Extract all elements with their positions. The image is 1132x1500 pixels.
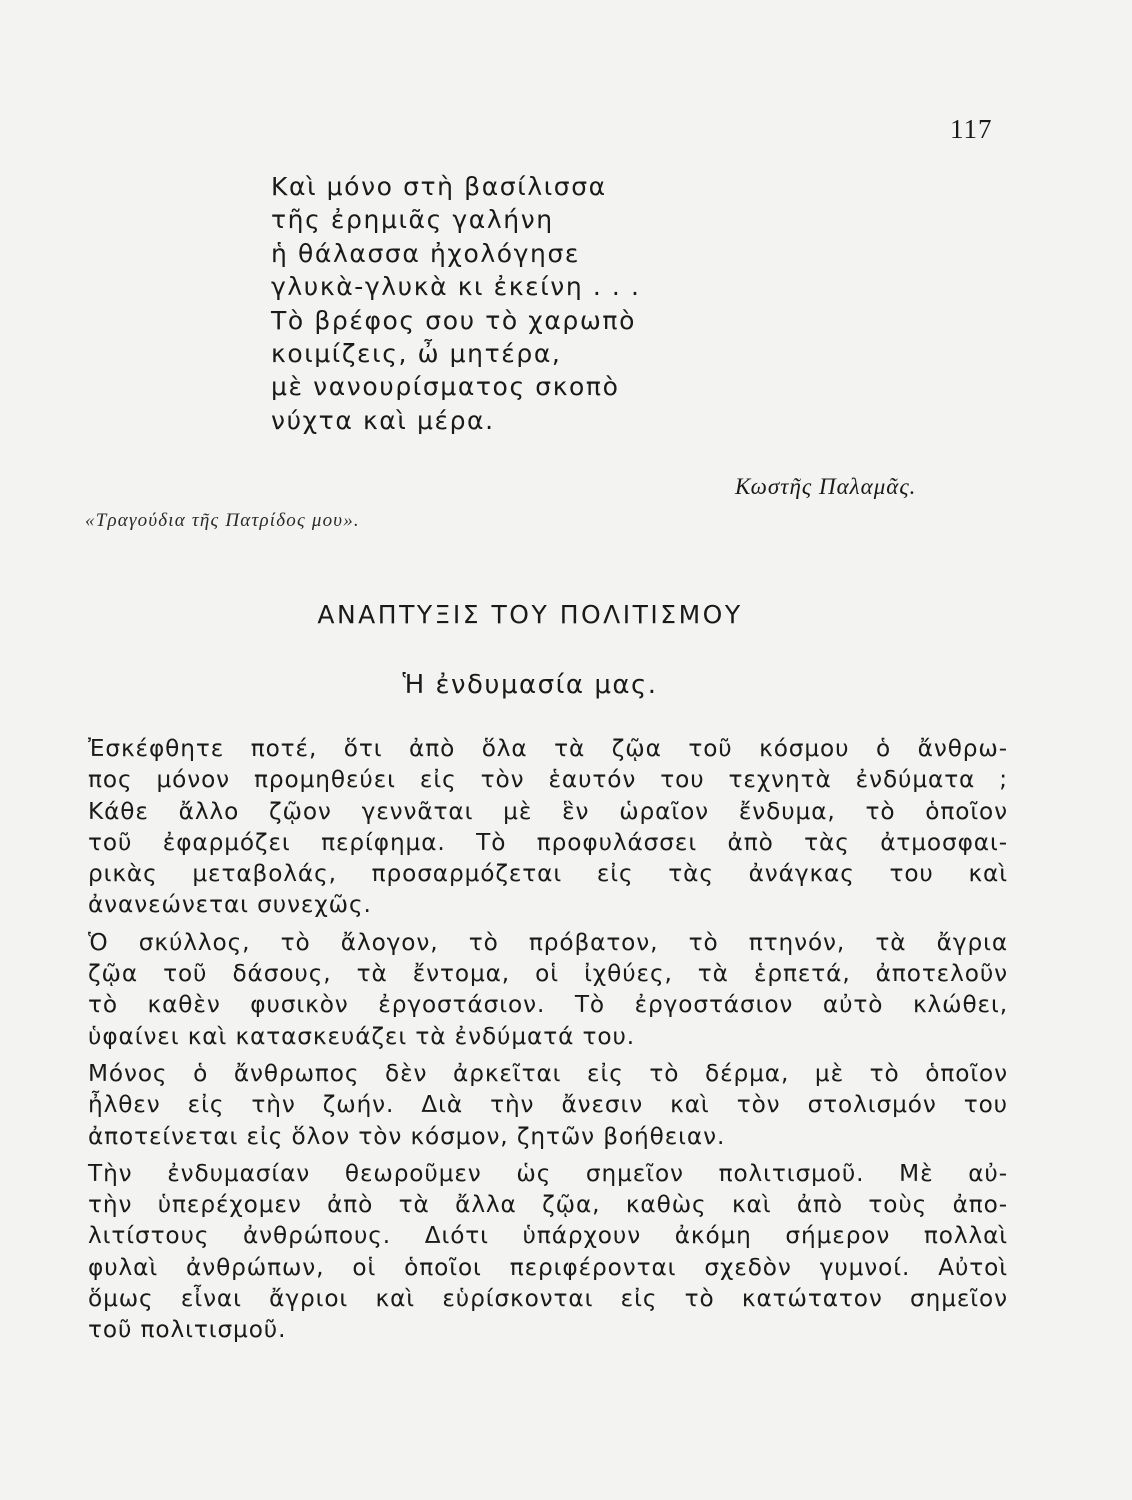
text-line: Ὁ σκύλλος, τὸ ἄλογον, τὸ πρόβατον, τὸ πτηνόν, τὰ ἄγρια xyxy=(88,928,1008,956)
poem-line: τῆς ἐρημιᾶς γαλήνη xyxy=(271,205,554,235)
text-line: φυλαὶ ἀνθρώπων, οἱ ὁποῖοι περιφέρονται σχεδὸν γυμνοί. Αὐτοὶ xyxy=(88,1253,1008,1281)
poem-line: ἡ θάλασσα ἠχολόγησε xyxy=(271,238,581,268)
text-line: ὑφαίνει καὶ κατασκευάζει τὰ ἐνδύματά του. xyxy=(88,1022,636,1050)
text-line: ὅμως εἶναι ἄγριοι καὶ εὑρίσκονται εἰς τὸ κατώτατον σημεῖον xyxy=(88,1285,1008,1313)
text-line: τὸ καθὲν φυσικὸν ἐργοστάσιον. Τὸ ἐργοστάσιον αὐτὸ κλώθει, xyxy=(88,991,1008,1019)
text-line: τοῦ ἐφαρμόζει περίφημα. Τὸ προφυλάσσει ἀπὸ τὰς ἀτμοσφαι- xyxy=(88,828,1008,856)
chapter-title: ΑΝΑΠΤΥΞΙΣ ΤΟΥ ΠΟΛΙΤΙΣΜΟΥ xyxy=(317,600,743,629)
poem-line: νύχτα καὶ μέρα. xyxy=(271,405,495,435)
text-line: Κάθε ἄλλο ζῷον γεννᾶται μὲ ἓν ὡραῖον ἔνδυμα, τὸ ὁποῖον xyxy=(88,797,1008,825)
poem-line: Τὸ βρέφος σου τὸ χαρωπὸ xyxy=(271,305,636,335)
text-line: τοῦ πολιτισμοῦ. xyxy=(88,1316,287,1344)
section-subtitle: Ἡ ἐνδυμασία μας. xyxy=(402,670,658,700)
text-line: πος μόνον προμηθεύει εἰς τὸν ἑαυτόν του τεχνητὰ ἐνδύματα ; xyxy=(88,766,1008,794)
paragraph xyxy=(88,733,1008,921)
poem-line: γλυκὰ-γλυκὰ κι ἐκείνη . . . xyxy=(271,272,641,302)
paragraph xyxy=(88,1058,1008,1152)
text-line: ἦλθεν εἰς τὴν ζωήν. Διὰ τὴν ἄνεσιν καὶ τὸν στολισμόν του xyxy=(88,1091,1008,1119)
text-line: ἀνανεώνεται συνεχῶς. xyxy=(88,891,372,919)
paragraph xyxy=(88,927,1008,1052)
text-line: Τὴν ἐνδυμασίαν θεωροῦμεν ὡς σημεῖον πολιτισμοῦ. Μὲ αὐ- xyxy=(88,1159,1008,1187)
text-line: Μόνος ὁ ἄνθρωπος δὲν ἀρκεῖται εἰς τὸ δέρμα, μὲ τὸ ὁποῖον xyxy=(88,1059,1008,1087)
page-number: 117 xyxy=(950,114,993,144)
text-line: λιτίστους ἀνθρώπους. Διότι ὑπάρχουν ἀκόμη σήμερον πολλαὶ xyxy=(88,1222,1008,1250)
text-line: ζῷα τοῦ δάσους, τὰ ἔντομα, οἱ ἰχθύες, τὰ ἑρπετά, ἀποτελοῦν xyxy=(88,960,1008,988)
poem-line: Καὶ μόνο στὴ βασίλισσα xyxy=(271,172,607,201)
paragraph xyxy=(88,1158,1008,1346)
poem-source: «Τραγούδια τῆς Πατρίδος μου». xyxy=(85,510,360,531)
poem-line: μὲ νανουρίσματος σκοπὸ xyxy=(271,372,620,402)
poem-author: Κωστῆς Παλαμᾶς. xyxy=(735,474,917,499)
poem xyxy=(271,170,641,437)
body-text xyxy=(88,733,1008,1352)
text-line: ρικὰς μεταβολάς, προσαρμόζεται εἰς τὰς ἀνάγκας του καὶ xyxy=(88,860,1008,888)
text-line: ἀποτείνεται εἰς ὅλον τὸν κόσμον, ζητῶν βοήθειαν. xyxy=(88,1122,726,1150)
text-line: τὴν ὑπερέχομεν ἀπὸ τὰ ἄλλα ζῷα, καθὼς καὶ ἀπὸ τοὺς ἀπο- xyxy=(88,1191,1008,1219)
poem-line: κοιμίζεις, ὦ μητέρα, xyxy=(271,339,562,369)
text-line: Ἐσκέφθητε ποτέ, ὅτι ἀπὸ ὅλα τὰ ζῷα τοῦ κόσμου ὁ ἄνθρω- xyxy=(88,735,1008,762)
